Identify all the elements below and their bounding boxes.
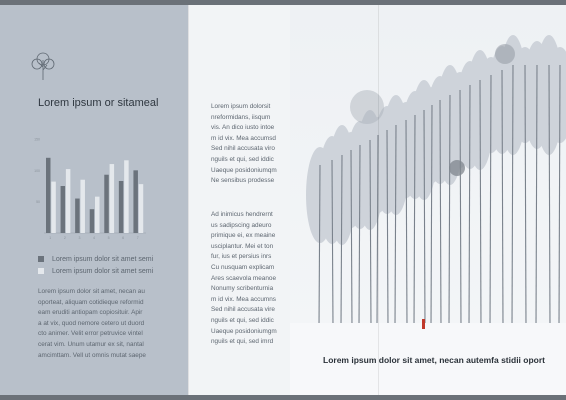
- bar-series-2: [124, 160, 128, 233]
- text-line: cerat vim. Unum utamur ex sit, nantal: [38, 340, 144, 348]
- y-tick-label: 100: [34, 168, 40, 173]
- text-line: cto animer. Velit error petruvice vintel: [38, 330, 143, 338]
- text-line: m id vix. Mea accumsd: [211, 134, 276, 142]
- text-line: a at vix, quod nemore cetero ut duord: [38, 319, 145, 327]
- x-tick-label: 1: [49, 236, 52, 240]
- text-line: nreformidans, iisqum: [211, 113, 271, 121]
- bar-series-2: [110, 164, 115, 233]
- body-text-block-1: [211, 102, 281, 187]
- x-tick-label: 5: [107, 236, 110, 240]
- text-line: vis. An dico iusto intoe: [211, 124, 275, 132]
- text-line: eam eruditi antiopam copiosituir. Apir: [38, 309, 143, 317]
- fold-line: [378, 5, 379, 395]
- text-line: Ne sensibus prodesse: [211, 177, 275, 185]
- text-line: Uaeque posidoniumgm: [211, 327, 277, 335]
- bar-series-2: [139, 184, 144, 233]
- y-tick-label: 50: [36, 200, 40, 205]
- text-line: primique ei, ex meaine: [211, 232, 276, 240]
- text-line: Ad inimicus hendrernt: [211, 211, 273, 218]
- y-tick-label: 150: [34, 137, 40, 142]
- legend-swatch: [38, 256, 44, 262]
- legend-label: Lorem ipsum dolor sit amet semi: [52, 255, 154, 263]
- legend-label: Lorem ipsum dolor sit amet semi: [52, 267, 154, 275]
- tree-icon: [30, 50, 56, 82]
- text-line: Sed nihil accusata viro: [211, 145, 275, 153]
- brochure-spread: [0, 5, 566, 395]
- x-tick-label: 6: [122, 236, 125, 240]
- x-tick-label: 4: [93, 236, 95, 240]
- bar-chart: [30, 133, 150, 245]
- text-line: Lorem ipsum dolor sit amet, necan au: [38, 288, 145, 295]
- text-line: Lorem ipsum dolorsit: [211, 103, 271, 110]
- bar-series-2: [80, 180, 85, 233]
- text-line: nguils et qui, sed iddic: [211, 316, 274, 324]
- text-line: oporteat, aliquam cotidieque reformid: [38, 298, 144, 306]
- bar-series-1: [46, 158, 51, 233]
- text-line: nguils et qui, sed iddic: [211, 155, 274, 163]
- left-panel: [0, 5, 188, 395]
- bar-series-1: [104, 175, 109, 233]
- legend-swatch: [38, 268, 44, 274]
- fold-line: [188, 5, 189, 395]
- text-line: Ares scaevola meanoe: [211, 274, 277, 282]
- bar-series-1: [119, 181, 124, 233]
- page-title: Lorem ipsum or sitameal: [38, 97, 159, 109]
- text-line: amcimttam. Vell ut omnis mutat saepe: [38, 351, 146, 359]
- bar-series-1: [61, 186, 66, 233]
- bar-series-2: [51, 182, 56, 233]
- x-tick-label: 3: [78, 236, 81, 240]
- text-line: Nonumy scribenturnia: [211, 285, 274, 293]
- text-line: nguils et qui, sed imrd: [211, 338, 274, 346]
- legend-item: [38, 265, 153, 277]
- legend-item: [38, 253, 153, 265]
- text-line: usciplantur. Mei et ton: [211, 242, 274, 250]
- bar-series-2: [66, 169, 71, 233]
- x-tick-label: 7: [136, 236, 139, 240]
- text-line: Cu nusquam explicam: [211, 263, 275, 271]
- text-line: Sed nihil accusata vire: [211, 306, 275, 314]
- text-line: Uaeque posidoniumqm: [211, 166, 277, 174]
- winter-trees-photo: [290, 5, 566, 395]
- bar-series-1: [75, 199, 80, 233]
- x-tick-label: 2: [63, 236, 66, 240]
- bar-series-2: [95, 197, 100, 233]
- text-line: m id vix. Mea accumns: [211, 295, 276, 303]
- text-line: fur, ius et persius inrs: [211, 253, 272, 261]
- text-line: us sadipscing adeuro: [211, 221, 272, 229]
- photo-caption: Lorem ipsum dolor sit amet, necan autemfa stidii oport: [323, 355, 545, 365]
- bar-series-1: [133, 170, 138, 233]
- chart-legend: [38, 253, 153, 277]
- body-text-left: [38, 287, 150, 361]
- bar-series-1: [90, 209, 95, 233]
- body-text-block-2: [211, 210, 281, 348]
